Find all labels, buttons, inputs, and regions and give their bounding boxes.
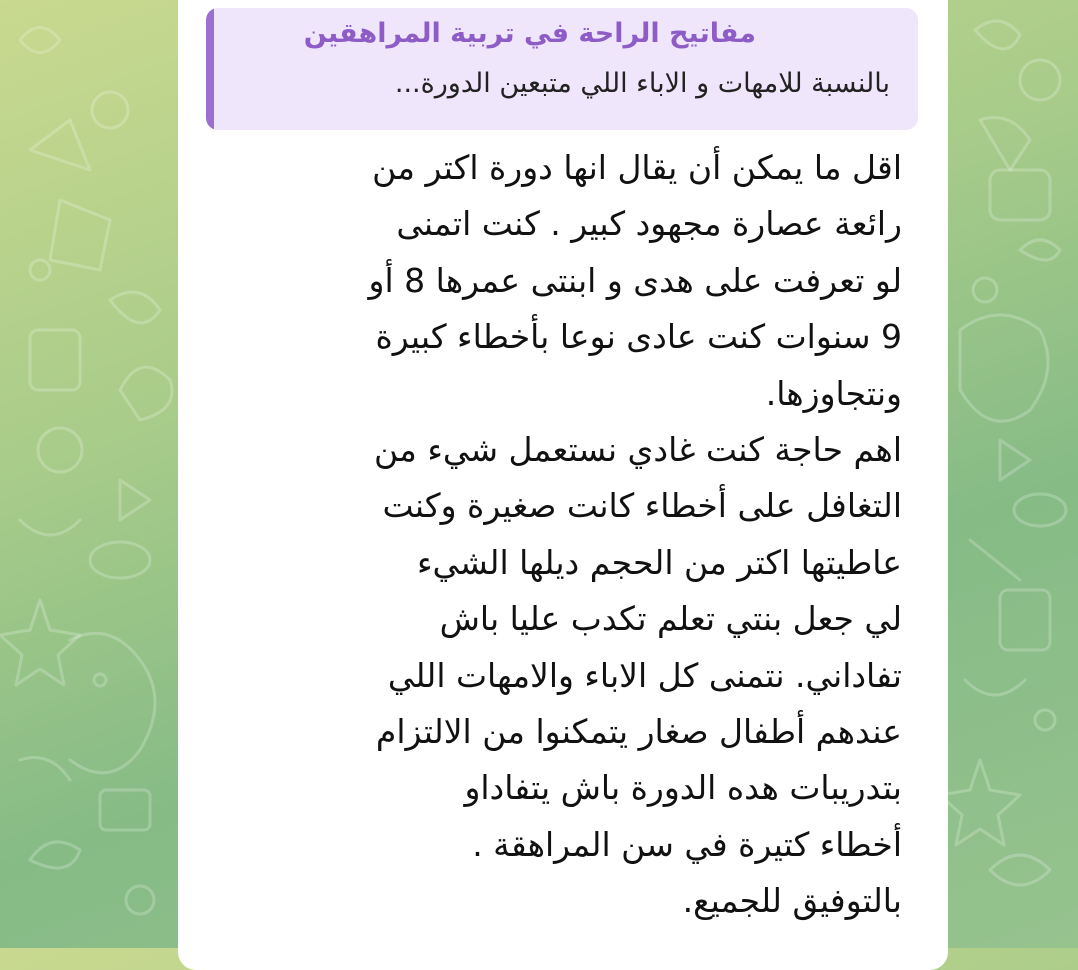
message-line: أخطاء كتيرة في سن المراهقة . xyxy=(472,824,902,864)
message-line: بتدريبات هده الدورة باش يتفاداو xyxy=(464,768,902,808)
message-line: 9 سنوات كنت عادى نوعا بأخطاء كبيرة xyxy=(375,317,902,357)
wallpaper-doodles-left xyxy=(0,28,172,915)
message-line: بالتوفيق للجميع. xyxy=(682,881,902,921)
wallpaper-doodles-right xyxy=(940,21,1066,885)
reply-title: مفاتيح الراحة في تربية المراهقين xyxy=(303,18,756,49)
reply-preview[interactable] xyxy=(206,8,918,130)
message-line: تفاداني. نتمنى كل الاباء والامهات اللي xyxy=(387,655,902,695)
message-line: ونتجاوزها. xyxy=(765,373,902,413)
message-line: لي جعل بنتي تعلم تكدب عليا باش xyxy=(439,599,902,639)
reply-accent-bar xyxy=(206,8,214,130)
message-line: اقل ما يمكن أن يقال انها دورة اكتر من xyxy=(372,148,902,187)
reply-text: بالنسبة للامهات و الاباء اللي متبعين الدورة... xyxy=(394,68,890,99)
message-line: اهم حاجة كنت غادي نستعمل شيء من xyxy=(374,430,902,470)
message-text xyxy=(238,140,902,930)
message-line: التغافل على أخطاء كانت صغيرة وكنت xyxy=(382,486,902,526)
message-line: عندهم أطفال صغار يتمكنوا من الالتزام xyxy=(375,712,902,752)
message-line: عاطيتها اكتر من الحجم ديلها الشيء xyxy=(416,542,902,582)
message-line: لو تعرفت على هدى و ابنتى عمرها 8 أو xyxy=(368,260,902,300)
message-bubble[interactable] xyxy=(178,0,948,970)
message-line: رائعة عصارة مجهود كبير . كنت اتمنى xyxy=(396,204,902,244)
